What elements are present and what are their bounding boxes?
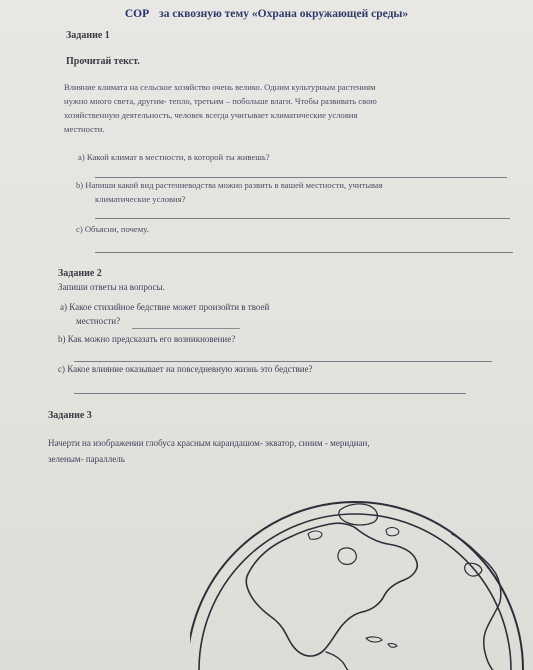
island-outline-1 xyxy=(308,531,322,539)
task1-question-a: a) Какой климат в местности, в которой ты живешь? xyxy=(78,152,270,162)
task2-answer-line-a[interactable] xyxy=(132,328,240,329)
task2-title: Задание 2 xyxy=(58,268,102,279)
task2-question-c: c) Какое влияние оказывает на повседневную жизнь это бедствие? xyxy=(58,364,313,374)
task1-answer-line-c[interactable] xyxy=(95,252,513,253)
central-america-outline xyxy=(326,652,348,670)
task1-question-c: c) Объясни, почему. xyxy=(76,224,149,234)
task2-answer-line-c[interactable] xyxy=(74,393,466,394)
task1-question-b-line-2: климатические условия? xyxy=(95,194,186,204)
task3-title: Задание 3 xyxy=(48,410,92,421)
task1-answer-line-a[interactable] xyxy=(95,177,507,178)
hudson-bay-outline xyxy=(338,548,356,564)
task2-question-b: b) Как можно предсказать его возникновение? xyxy=(58,334,236,344)
task1-text-line-2: нужно много света, другим- тепло, третьим – побольше влаги. Чтобы развивать свою xyxy=(64,96,377,106)
topic-label: за сквозную тему «Охрана окружающей среды» xyxy=(159,8,409,20)
island-outline-2 xyxy=(386,528,399,536)
task2-question-a-line-1: а) Какое стихийное бедствие может произойти в твоей xyxy=(60,302,270,312)
task1-text-line-1: Влияние климата на сельское хозяйство очень велико. Одним культурным растениям xyxy=(64,82,376,92)
task1-answer-line-b[interactable] xyxy=(95,218,510,219)
task1-title: Задание 1 xyxy=(66,30,110,41)
task2-answer-line-b[interactable] xyxy=(74,361,492,362)
task2-instruction: Запиши ответы на вопросы. xyxy=(58,282,165,292)
task1-question-b-line-1: b) Напиши какой вид растениеводства можно развить в вашей местности, учитывая xyxy=(76,180,383,190)
task3-text-line-1: Начерти на изображении глобуса красным карандашом- экватор, синим - меридиан, xyxy=(48,438,370,448)
iberia-outline xyxy=(465,563,482,576)
globe-inner-rim xyxy=(199,514,511,670)
sor-label: СОР xyxy=(124,8,150,20)
task2-question-a-line-2: местности? xyxy=(76,316,121,326)
task1-text-line-3: хозяйственную деятельность, человек всегда учитывает климатические условия xyxy=(64,110,358,120)
caribbean-island-1 xyxy=(366,637,382,642)
globe-outer-rim xyxy=(190,502,523,670)
task1-instruction: Прочитай текст. xyxy=(66,56,140,67)
task3-text-line-2: зеленым- параллель xyxy=(48,454,125,464)
globe-drawing[interactable] xyxy=(190,494,533,670)
page-title xyxy=(0,8,533,20)
north-america-outline xyxy=(246,523,417,656)
task1-text-line-4: местности. xyxy=(64,124,105,134)
caribbean-island-2 xyxy=(388,644,397,648)
